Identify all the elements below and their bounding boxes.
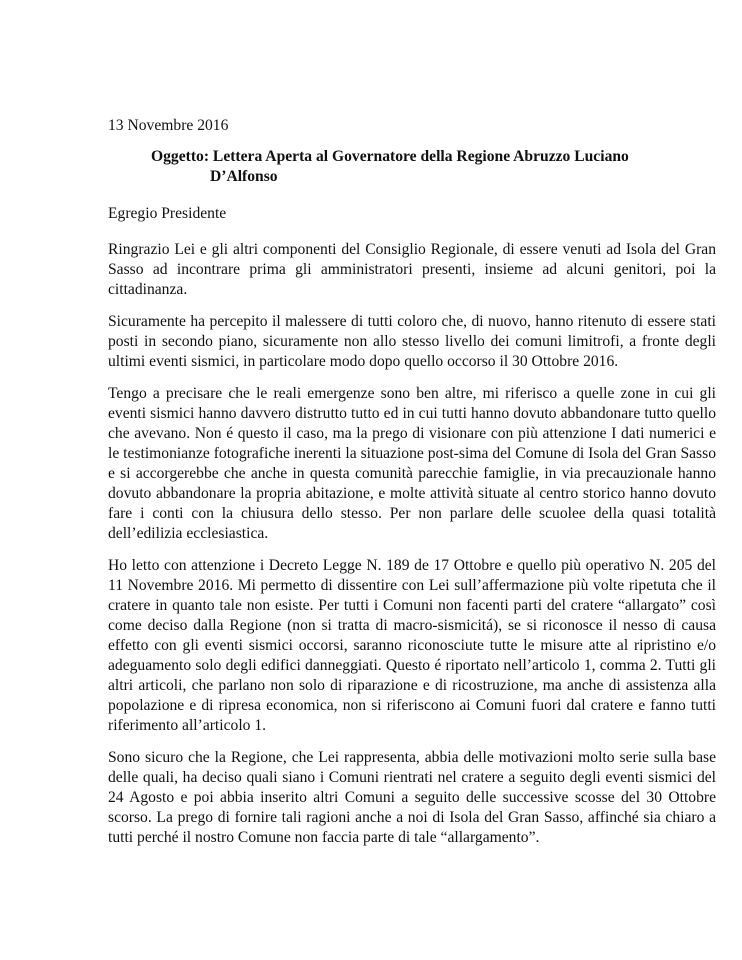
- paragraph-region-motivations: Sono sicuro che la Regione, che Lei rappresenta, abbia delle motivazioni molto serie sulla base delle quali, ha deciso quali siano i Comuni rientrati nel cratere a seguito degli eventi sismici del 24 Agosto e poi abbia inserito altri Comuni a seguito delle successive scosse del 30 Ottobre scorso. La prego di fornire tali ragioni anche a noi di Isola del Gran Sasso, affinché sia chiaro a tutti perché il nostro Comune non faccia parte di tale “allargamento”.: [108, 749, 716, 846]
- letter-subject: [108, 147, 716, 187]
- paragraph-decree: Ho letto con attenzione i Decreto Legge N. 189 de 17 Ottobre e quello più operativo N. 205 del 11 Novembre 2016. Mi permetto di dissentire con Lei sull’affermazione più volte ripetuta che il cratere in quanto tale non esiste. Per tutti i Comuni non facenti parti del cratere “allargato” così come deciso dalla Regione (non si tratta di macro-sismicitá), se si riconosce il nesso di causa effetto con gli eventi sismici occorsi, saranno riconosciute tutte le misure atte al ripristino e/o adeguamento solo degli edifici danneggiati. Questo é riportato nell’articolo 1, comma 2. Tutti gli altri articoli, che parlano non solo di riparazione e di ricostruzione, ma anche di assistenza alla popolazione e di ripresa economica, non si riferiscono ai Comuni fuori dal cratere e fanno tutti riferimento all’articolo 1.: [108, 557, 716, 734]
- paragraph-malaise: Sicuramente ha percepito il malessere di tutti coloro che, di nuovo, hanno ritenuto di essere stati posti in secondo piano, sicuramente non allo stesso livello dei comuni limitrofi, a fronte degli ultimi eventi sismici, in particolare modo dopo quello occorso il 30 Ottobre 2016.: [108, 313, 716, 370]
- subject-line-2: D’Alfonso: [210, 168, 278, 185]
- letter-salutation: Egregio Presidente: [108, 205, 227, 222]
- paragraph-emergencies: Tengo a precisare che le reali emergenze sono ben altre, mi riferisco a quelle zone in cui gli eventi sismici hanno davvero distrutto tutto ed in cui tutti hanno dovuto abbandonare tutto quello che avevano. Non é questo il caso, ma la prego di visionare con più attenzione I dati numerici e le testimonianze fotografiche inerenti la situazione post-sima del Comune di Isola del Gran Sasso e si accorgerebbe che anche in questa comunità parecchie famiglie, in via precauzionale hanno dovuto abbandonare la propria abitazione, e molte attività situate al centro storico hanno dovuto fare i conti con la chiusura dello stesso. Per non parlare delle scuolee della quasi totalità dell’edilizia ecclesiastica.: [108, 385, 716, 542]
- letter-date: 13 Novembre 2016: [108, 117, 229, 134]
- paragraph-thanks: Ringrazio Lei e gli altri componenti del Consiglio Regionale, di essere venuti ad Isola del Gran Sasso ad incontrare prima gli amministratori presenti, insieme ad alcuni genitori, poi la cittadinanza.: [108, 241, 716, 298]
- subject-line-1: Oggetto: Lettera Aperta al Governatore della Regione Abruzzo Luciano: [151, 148, 629, 165]
- letter-page: [108, 116, 716, 860]
